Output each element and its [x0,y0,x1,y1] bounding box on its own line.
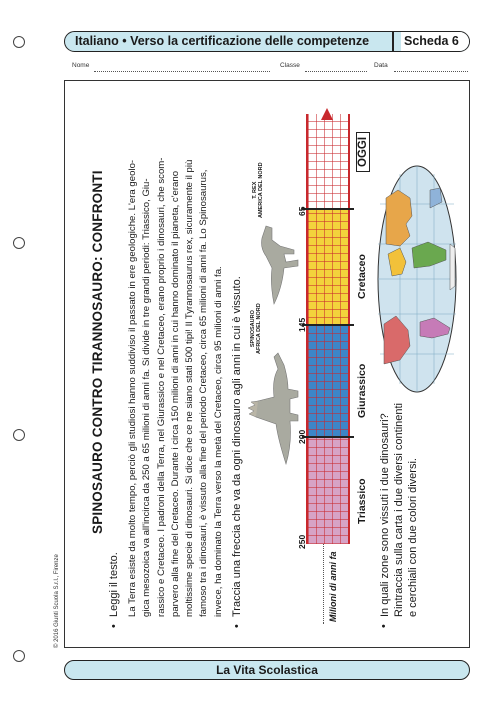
timeline-segment [308,326,348,438]
period-jurassic: Giurassico [356,363,368,418]
timeline-arrowhead [321,108,333,120]
world-map [376,164,458,394]
worksheet-content [66,84,466,644]
question-line: In quali zone sono vissuti i due dinosauri? [379,413,391,617]
spinosaurus-region: AFRICA DEL NORD [256,303,262,354]
tick-label: 65 [297,206,307,216]
binder-hole-1 [13,36,25,48]
period-divider [302,437,354,439]
timeline-bar [306,114,350,544]
tick-label: 250 [297,534,307,549]
paragraph-line: famoso tra i dinosauri, è vissuto alla fine del periodo Cretaceo, circa 65 milioni di anni fa. Lo Spinosaurus, [198,169,210,617]
footer-bar [64,660,470,680]
binder-hole-2 [13,237,25,249]
sheet-number: Scheda 6 [404,34,459,48]
copyright-credit: © 2016 Giunti Scuola S.r.l., Firenze [54,554,60,648]
tick-label: 145 [297,317,307,332]
period-cretaceous: Cretaceo [356,254,368,299]
period-triassic: Triassico [356,478,368,524]
bullet-icon: • [231,624,243,628]
today-label: OGGI [356,132,370,172]
trex-region: AMERICA DEL NORD [258,162,264,218]
axis-underline [323,544,324,624]
header-divider [392,32,394,51]
reading-paragraph [126,158,226,617]
trex-name: T. REX [252,181,258,199]
bullet-icon: • [108,624,120,628]
period-divider [302,209,354,211]
instruction-read: Leggi il testo. [108,552,120,617]
spinosaurus-name: SPINOSAURO [250,310,256,348]
name-label: Nome [72,62,90,69]
worksheet-title: SPINOSAURO CONTRO TIRANNOSAURO: CONFRONTI [90,170,105,534]
timeline-bottom-border [348,114,350,544]
instruction-arrow: Traccia una freccia che va da ogni dinosauro agli anni in cui è vissuto. [231,276,243,617]
class-field[interactable] [305,71,367,72]
timeline-segment [308,114,348,210]
footer-title: La Vita Scolastica [216,663,318,677]
paragraph-line: moltissime specie di dinosauri. Si dice che ce ne siano stati 500 tipi! Il Tyrannosaurus rex, sicuramente il più [184,159,196,617]
spinosaurus-illustration [248,349,300,469]
axis-label: Milioni di anni fa [328,551,338,622]
header-title: Italiano • Verso la certificazione delle competenze [75,34,370,48]
binder-hole-3 [13,429,25,441]
timeline-segment [308,210,348,326]
timeline-segment [308,438,348,544]
paragraph-line: rassico e Cretaceo. I padroni della Terra, nel Giurassico e nel Cretaceo, erano proprio i dinosauri, che scom- [155,157,167,617]
date-label: Data [374,62,388,69]
tick-label: 200 [297,429,307,444]
date-field[interactable] [394,71,468,72]
period-divider [302,325,354,327]
name-field[interactable] [94,71,270,72]
question-block [378,403,420,617]
binder-hole-4 [13,650,25,662]
question-line: Rintraccia sulla carta i due diversi continenti [393,403,405,617]
header-bar [64,31,470,52]
paragraph-line: gica mesozoica va all'incirca da 250 a 65 milioni di anni fa. Si divide in tre grandi periodi: Triassico, Giu- [141,178,153,617]
paragraph-line: La Terra esiste da molto tempo, perciò gli studiosi hanno suddiviso il passato in ere geologiche. L'era geolo- [127,159,138,617]
question-line: e cerchiali con due colori diversi. [407,458,419,617]
paragraph-line: invece, ha dominato la Terra verso la metà del Cretaceo, circa 95 milioni di anni fa. [212,266,224,617]
trex-illustration [254,220,302,308]
paragraph-line: parvero alla fine del Cretaceo. Durante i circa 150 milioni di anni in cui hanno dominato il pianeta, c'erano [169,170,181,617]
class-label: Classe [280,62,300,69]
bullet-icon: • [378,624,390,628]
